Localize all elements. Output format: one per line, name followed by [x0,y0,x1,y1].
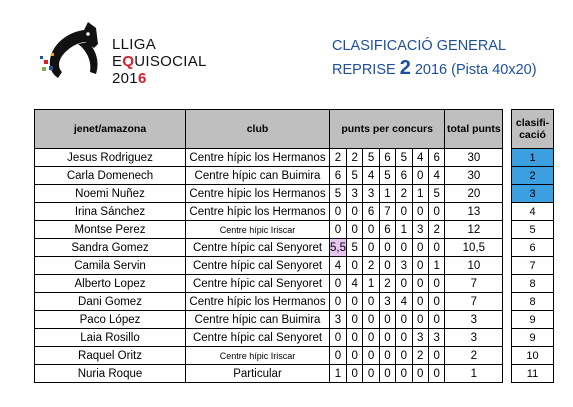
points-cell: 3 [428,329,444,347]
points-cell: 0 [396,239,412,257]
points-cell: 0 [379,347,395,365]
club-cell: Centre hípic can Buimira [186,311,330,329]
header-club: club [186,110,330,149]
club-cell: Centre hípic los Hermanos [186,185,330,203]
table-row [35,329,503,347]
points-cell: 1 [396,221,412,239]
points-cell: 5 [396,149,412,167]
points-cell: 6 [428,149,444,167]
points-cell: 0 [396,203,412,221]
points-cell: 3 [412,221,428,239]
club-cell: Centre hípic cal Senyoret [186,329,330,347]
club-cell: Centre hípic can Buimira [186,167,330,185]
brand-year: 2016 [112,70,147,87]
total-cell: 30 [445,167,503,185]
rank-row [512,293,554,311]
points-cell: 4 [363,167,379,185]
table-row [35,221,503,239]
points-cell: 0 [428,239,444,257]
points-cell: 3 [330,311,347,329]
points-cell: 5 [347,239,363,257]
points-cell: 0 [396,275,412,293]
points-cell: 4 [330,257,347,275]
total-cell: 12 [445,221,503,239]
rank-row [512,365,554,383]
club-cell: Centre hípic cal Senyoret [186,275,330,293]
total-cell: 10,5 [445,239,503,257]
points-cell: 0 [330,329,347,347]
points-cell: 0 [428,365,444,383]
points-cell: 0 [396,311,412,329]
rider-cell: Montse Perez [35,221,186,239]
points-cell: 0 [412,275,428,293]
rank-cell: 4 [512,203,554,221]
rider-cell: Irina Sánchez [35,203,186,221]
total-cell: 7 [445,293,503,311]
table-row [35,275,503,293]
points-cell: 6 [330,167,347,185]
club-cell: Centre hípic Iriscar [186,347,330,365]
points-cell: 0 [412,203,428,221]
rider-cell: Sandra Gomez [35,239,186,257]
rider-cell: Raquel Oritz [35,347,186,365]
points-cell: 0 [363,239,379,257]
points-cell: 1 [363,275,379,293]
rank-cell: 9 [512,311,554,329]
points-cell: 0 [363,311,379,329]
rank-row [512,167,554,185]
points-cell: 5,5 [330,239,347,257]
points-cell: 0 [347,329,363,347]
club-cell: Centre hípic los Hermanos [186,149,330,167]
rider-cell: Paco López [35,311,186,329]
points-cell: 3 [363,185,379,203]
league-brand [112,36,207,87]
points-cell: 0 [412,257,428,275]
points-cell: 1 [428,257,444,275]
rank-cell: 8 [512,293,554,311]
rank-cell: 5 [512,221,554,239]
table-row [35,311,503,329]
horse-head-icon [38,20,108,82]
total-cell: 10 [445,257,503,275]
points-cell: 0 [396,365,412,383]
table-row [35,293,503,311]
rank-row [512,275,554,293]
rank-cell: 1 [512,149,554,167]
points-cell: 0 [428,347,444,365]
points-cell: 0 [396,347,412,365]
points-cell: 5 [379,167,395,185]
points-cell: 4 [396,293,412,311]
page-title [332,37,537,79]
rank-row [512,221,554,239]
table-row [35,203,503,221]
points-cell: 5 [347,167,363,185]
rank-cell: 9 [512,329,554,347]
points-cell: 0 [363,293,379,311]
rider-cell: Noemi Nuñez [35,185,186,203]
table-row [35,149,503,167]
total-cell: 2 [445,347,503,365]
title-line1: CLASIFICACIÓ GENERAL [332,38,507,54]
club-cell: Centre hípic los Hermanos [186,203,330,221]
points-cell: 0 [412,311,428,329]
brand-line2: EQUISOCIAL [112,53,207,70]
rank-row [512,149,554,167]
points-cell: 0 [363,329,379,347]
rank-cell: 10 [512,347,554,365]
points-cell: 0 [363,347,379,365]
rider-cell: Jesus Rodriguez [35,149,186,167]
rank-row [512,185,554,203]
points-cell: 0 [428,203,444,221]
points-cell: 0 [379,311,395,329]
rider-cell: Nuria Roque [35,365,186,383]
rank-row [512,329,554,347]
points-cell: 4 [428,167,444,185]
club-cell: Centre hípic cal Senyoret [186,239,330,257]
points-cell: 0 [330,293,347,311]
points-cell: 2 [330,149,347,167]
club-cell: Centre hípic los Hermanos [186,293,330,311]
points-cell: 4 [347,275,363,293]
total-cell: 30 [445,149,503,167]
points-cell: 6 [379,149,395,167]
points-cell: 0 [363,221,379,239]
rank-row [512,239,554,257]
points-cell: 0 [412,365,428,383]
points-cell: 3 [347,185,363,203]
total-cell: 1 [445,365,503,383]
total-cell: 3 [445,311,503,329]
points-cell: 0 [330,203,347,221]
header-total: total punts [445,110,503,149]
points-cell: 0 [396,329,412,347]
points-cell: 2 [347,149,363,167]
points-cell: 5 [363,149,379,167]
rank-row [512,257,554,275]
points-cell: 4 [412,149,428,167]
points-cell: 7 [379,203,395,221]
points-cell: 0 [428,311,444,329]
rank-cell: 8 [512,275,554,293]
points-cell: 0 [347,293,363,311]
rank-row [512,311,554,329]
points-cell: 0 [379,329,395,347]
rank-cell: 6 [512,239,554,257]
points-cell: 2 [396,185,412,203]
table-row [35,167,503,185]
club-cell: Centre hípic Iriscar [186,221,330,239]
points-cell: 0 [330,221,347,239]
points-cell: 0 [347,257,363,275]
points-cell: 0 [412,239,428,257]
points-cell: 0 [428,275,444,293]
table-row [35,365,503,383]
points-cell: 2 [412,347,428,365]
standings-table [34,109,503,383]
title-line2: REPRISE 2 2016 (Pista 40x20) [332,57,537,79]
rider-cell: Alberto Lopez [35,275,186,293]
club-cell: Particular [186,365,330,383]
points-cell: 6 [379,221,395,239]
total-cell: 3 [445,329,503,347]
total-cell: 13 [445,203,503,221]
total-cell: 20 [445,185,503,203]
table-row [35,239,503,257]
rider-cell: Camila Servin [35,257,186,275]
club-cell: Centre hípic cal Senyoret [186,257,330,275]
points-cell: 6 [363,203,379,221]
points-cell: 0 [412,293,428,311]
points-cell: 0 [330,347,347,365]
points-cell: 3 [379,293,395,311]
points-cell: 0 [379,239,395,257]
points-cell: 2 [428,221,444,239]
points-cell: 0 [412,167,428,185]
points-cell: 5 [428,185,444,203]
header-points: punts per concurs [330,110,445,149]
points-cell: 1 [330,365,347,383]
points-cell: 1 [412,185,428,203]
header-rank: clasifi-cació [512,110,554,149]
header-rider: jenet/amazona [35,110,186,149]
points-cell: 5 [330,185,347,203]
rider-cell: Laia Rosillo [35,329,186,347]
points-cell: 2 [379,275,395,293]
points-cell: 0 [347,347,363,365]
rank-row [512,203,554,221]
points-cell: 0 [330,275,347,293]
rank-row [512,347,554,365]
points-cell: 0 [379,365,395,383]
rider-cell: Dani Gomez [35,293,186,311]
points-cell: 0 [347,221,363,239]
points-cell: 1 [379,185,395,203]
brand-line1: LLIGA [112,36,157,53]
points-cell: 0 [347,203,363,221]
table-row [35,347,503,365]
points-cell: 0 [363,365,379,383]
points-cell: 3 [396,257,412,275]
rider-cell: Carla Domenech [35,167,186,185]
points-cell: 3 [412,329,428,347]
points-cell: 2 [363,257,379,275]
points-cell: 0 [379,257,395,275]
rank-cell: 7 [512,257,554,275]
table-row [35,257,503,275]
points-cell: 6 [396,167,412,185]
rank-cell: 2 [512,167,554,185]
total-cell: 7 [445,275,503,293]
rank-cell: 3 [512,185,554,203]
points-cell: 0 [347,311,363,329]
table-row [35,185,503,203]
rank-cell: 11 [512,365,554,383]
points-cell: 0 [428,293,444,311]
points-cell: 0 [347,365,363,383]
rank-table [511,109,554,383]
